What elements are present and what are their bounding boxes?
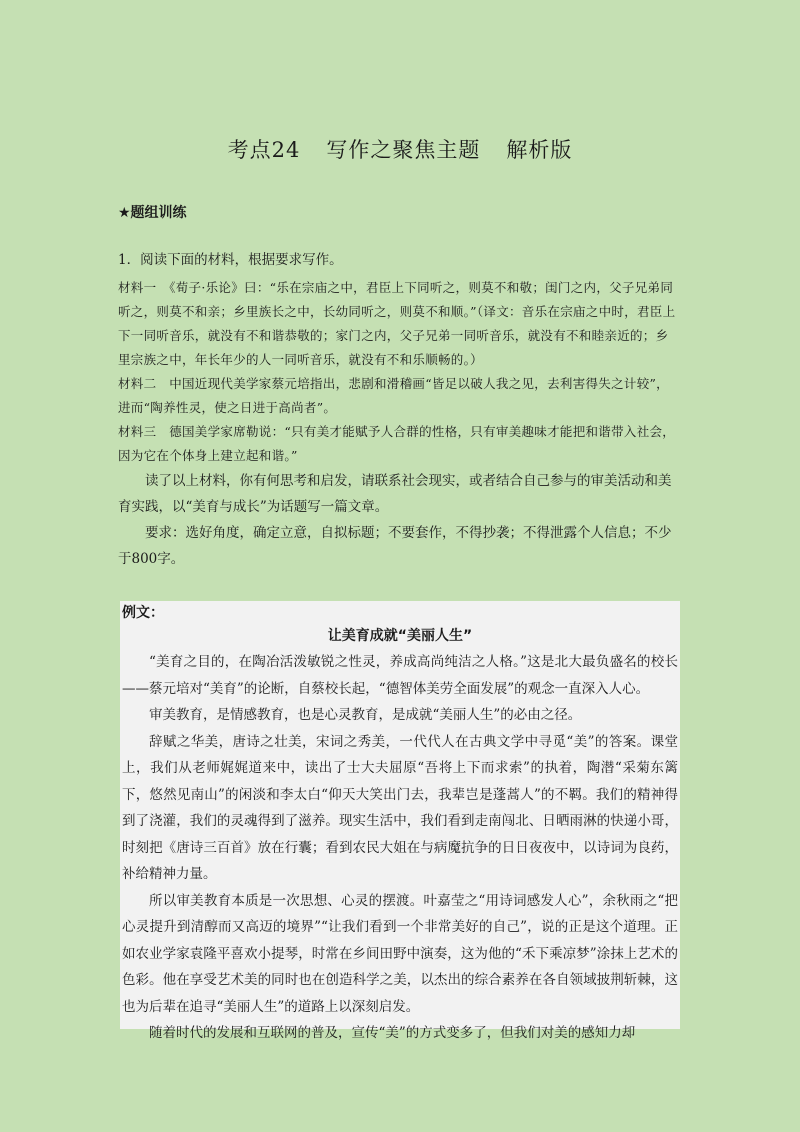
question-intro: 1．阅读下面的材料，根据要求写作。 [118,252,343,268]
essay-title: 让美育成就“美丽人生” [327,628,473,644]
material-one: 材料一 《荀子·乐论》曰：“乐在宗庙之中，君臣上下同听之，则莫不和敬；闺门之内，父子兄弟同听之，则莫不和亲；乡里族长之中，长幼同听之，则莫不和顺。”（译文：音乐在宗庙之中时，君臣上下一同听音乐，就没有不和谐恭敬的；家门之内，父子兄弟一同听音乐，就没有不和睦亲近的；乡里宗族之中，年长年少的人一同听音乐，就没有不和乐顺畅的。） [118,280,676,367]
section-heading: ★题组训练 [118,205,187,221]
sample-essay [120,601,680,1041]
material-two: 材料二 中国近现代美学家蔡元培指出，悲剧和滑稽画“皆足以破人我之见，去利害得失之计较”，进而“陶养性灵，使之日进于高尚者”。 [118,376,669,415]
material-three: 材料三 德国美学家席勒说：“只有美才能赋予人合群的性格，只有审美趣味才能把和谐带入社会，因为它在个体身上建立起和谐。” [118,424,676,463]
title-topic-number: 考点24 [227,138,301,162]
essay-paragraph: 随着时代的发展和互联网的普及，宣传“美”的方式变多了，但我们对美的感知力却 [149,1025,636,1041]
essay-paragraph: 审美教育，是情感教育，也是心灵教育，是成就“美丽人生”的必由之径。 [149,707,582,723]
writing-prompt: 读了以上材料，你有何思考和启发，请联系社会现实，或者结合自己参与的审美活动和美育实践，以“美育与成长”为话题写一篇文章。 [118,473,672,515]
essay-paragraph: 辞赋之华美，唐诗之壮美，宋词之秀美，一代代人在古典文学中寻觅“美”的答案。课堂上，我们从老师娓娓道来中，读出了士大夫屈原“吾将上下而求索”的执着，陶潜“采菊东篱下，悠然见南山”的闲淡和李太白“仰天大笑出门去，我辈岂是蓬蒿人”的不羁。我们的精神得到了浇灌，我们的灵魂得到了滋养。现实生活中，我们看到走南闯北、日晒雨淋的快递小哥，时刻把《唐诗三百首》放在行囊；看到农民大姐在与病魔抗争的日日夜夜中，以诗词为良药，补给精神力量。 [122,733,678,882]
question-block [118,248,678,572]
title-topic-name: 写作之聚焦主题 [326,138,481,162]
writing-requirements: 要求：选好角度，确定立意，自拟标题；不要套作，不得抄袭；不得泄露个人信息；不少于800字。 [118,525,672,567]
title-version: 解析版 [506,138,573,162]
essay-label: 例文： [122,605,164,621]
essay-paragraph: “美育之目的，在陶冶活泼敏锐之性灵，养成高尚纯洁之人格。”这是北大最负盛名的校长——蔡元培对“美育”的论断，自蔡校长起，“德智体美劳全面发展”的观念一直深入人心。 [122,654,678,697]
page-title [0,134,800,164]
essay-paragraph: 所以审美教育本质是一次思想、心灵的摆渡。叶嘉莹之“用诗词感发人心”，余秋雨之“把心灵提升到清醇而又高迈的境界”“让我们看到一个非常美好的自己”，说的正是这个道理。正如农业学家袁隆平喜欢小提琴，时常在乡间田野中演奏，这为他的“禾下乘凉梦”涂抹上艺术的色彩。他在享受艺术美的同时也在创造科学之美，以杰出的综合素养在各自领域披荆斩棘，这也为后辈在追寻“美丽人生”的道路上以深刻启发。 [122,892,678,1015]
